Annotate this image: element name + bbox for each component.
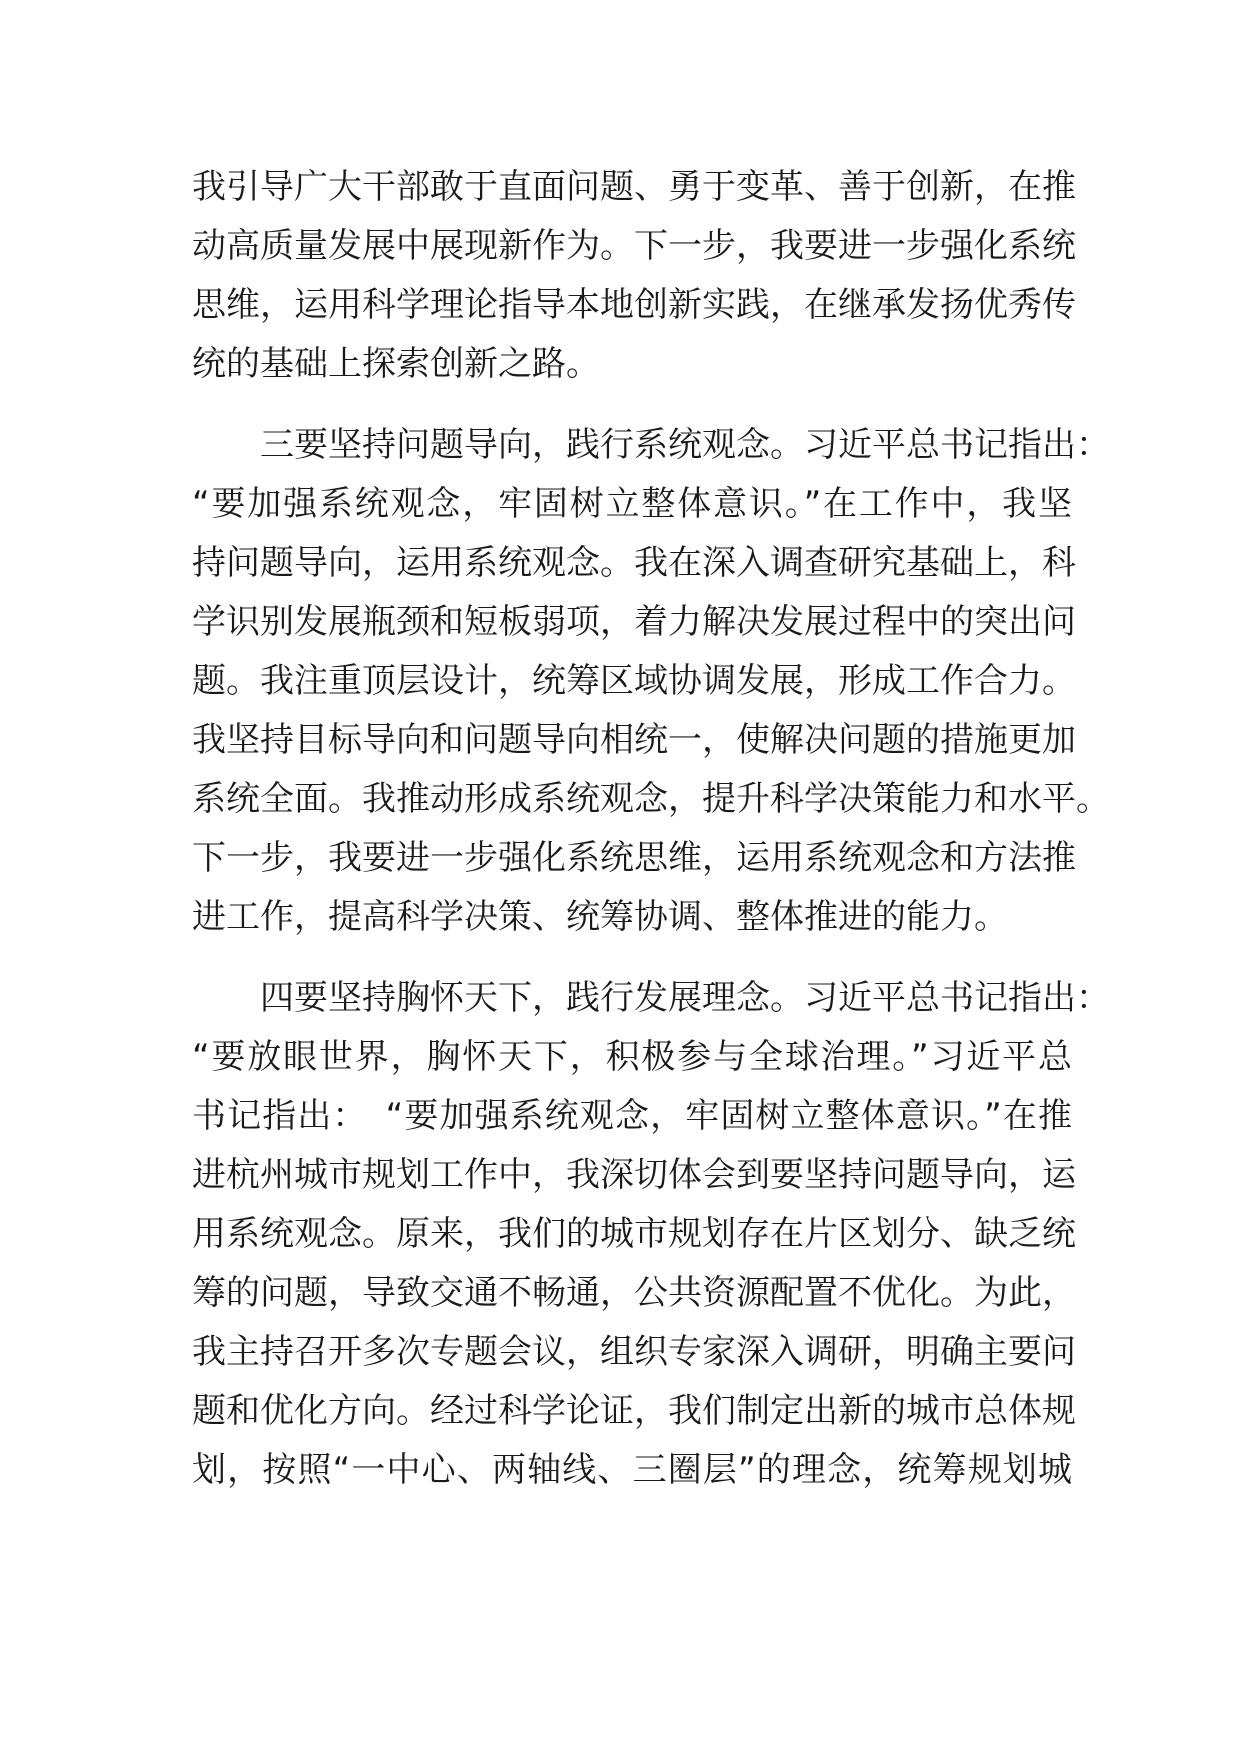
text-line: 下一步，我要进一步强化系统思维，运用系统观念和方法推 [192, 838, 1076, 878]
text-line: 思维，运用科学理论指导本地创新实践，在继承发扬优秀传 [192, 285, 1076, 325]
text-line: 用系统观念。原来，我们的城市规划存在片区划分、缺乏统 [192, 1214, 1076, 1254]
text-line: 我主持召开多次专题会议，组织专家深入调研，明确主要问 [192, 1332, 1076, 1372]
text-line: 我引导广大干部敢于直面问题、勇于变革、善于创新，在推 [192, 167, 1076, 207]
text-line: 筹的问题，导致交通不畅通，公共资源配置不优化。为此， [192, 1273, 1076, 1313]
text-line: 动高质量发展中展现新作为。下一步，我要进一步强化系统 [192, 226, 1076, 266]
document-body [192, 158, 1110, 1500]
text-line: “要放眼世界，胸怀天下，积极参与全球治理。”习近平总 [192, 1037, 1072, 1077]
text-line: 系统全面。我推动形成系统观念，提升科学决策能力和水平。 [192, 779, 1110, 819]
text-line: 题和优化方向。经过科学论证，我们制定出新的城市总体规 [192, 1391, 1076, 1431]
paragraph [192, 158, 1076, 394]
text-line: 进杭州城市规划工作中，我深切体会到要坚持问题导向，运 [192, 1155, 1076, 1195]
paragraph-gap [192, 947, 1072, 969]
paragraph [192, 416, 1110, 947]
text-line: 题。我注重顶层设计，统筹区域协调发展，形成工作合力。 [192, 661, 1076, 701]
text-line: “要加强系统观念，牢固树立整体意识。”在工作中，我坚 [192, 484, 1072, 524]
text-line: 进工作，提高科学决策、统筹协调、整体推进的能力。 [192, 897, 1008, 937]
paragraph [192, 969, 1110, 1500]
text-line: 划，按照“一中心、两轴线、三圈层”的理念，统筹规划城 [192, 1450, 1072, 1490]
paragraph-gap [192, 394, 1072, 416]
text-line: 三要坚持问题导向，践行系统观念。习近平总书记指出： [192, 425, 1110, 465]
text-line: 统的基础上探索创新之路。 [192, 344, 600, 384]
text-line: 书记指出： “要加强系统观念，牢固树立整体意识。”在推 [192, 1096, 1072, 1136]
text-line: 持问题导向，运用系统观念。我在深入调查研究基础上，科 [192, 543, 1076, 583]
text-line: 我坚持目标导向和问题导向相统一，使解决问题的措施更加 [192, 720, 1076, 760]
text-line: 学识别发展瓶颈和短板弱项，着力解决发展过程中的突出问 [192, 602, 1076, 642]
text-line: 四要坚持胸怀天下，践行发展理念。习近平总书记指出： [192, 978, 1110, 1018]
